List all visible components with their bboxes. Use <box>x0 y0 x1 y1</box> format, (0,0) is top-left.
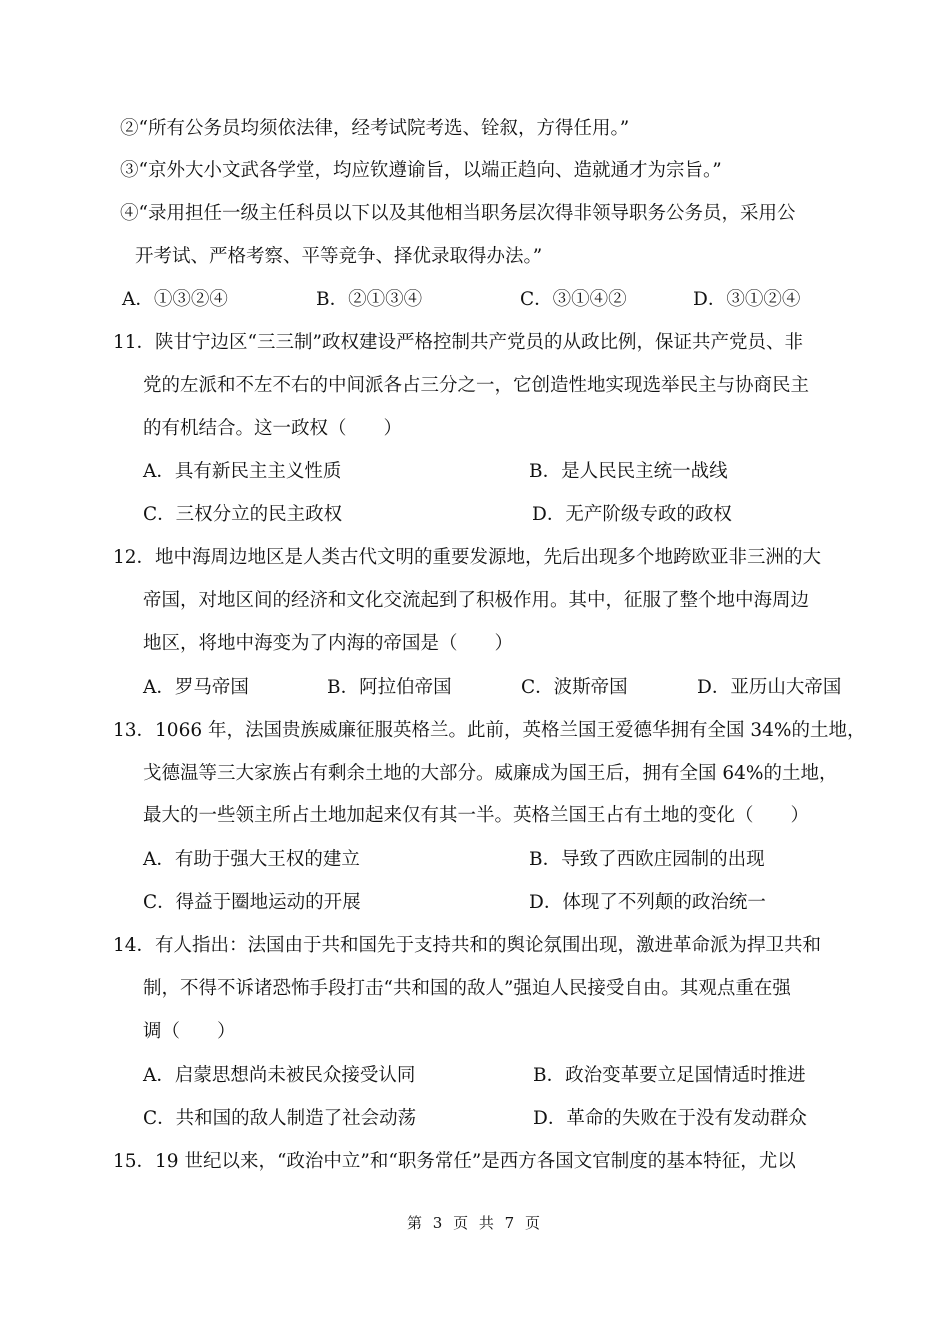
q14-line-1: 14．有人指出：法国由于共和国先于支持共和的舆论氛围出现，激进革命派为捍卫共和 <box>113 935 822 956</box>
page-footer: 第 3 页 共 7 页 <box>407 1214 543 1232</box>
q13-option-d: D．体现了不列颠的政治统一 <box>529 892 766 913</box>
q11-option-c: C．三权分立的民主政权 <box>143 504 343 525</box>
q14-line-3: 调（ ） <box>143 1021 236 1042</box>
q12-line-2: 帝国，对地区间的经济和文化交流起到了积极作用。其中，征服了整个地中海周边 <box>143 590 810 611</box>
q10-option-b: B．②①③④ <box>316 289 423 310</box>
q10-option-d: D．③①②④ <box>693 289 801 310</box>
q10-item-3: ③“京外大小文武各学堂，均应钦遵谕旨，以端正趋向、造就通才为宗旨。” <box>120 160 722 181</box>
q11-line-1: 11．陕甘宁边区“三三制”政权建设严格控制共产党员的从政比例，保证共产党员、非 <box>113 332 803 353</box>
q13-line-1: 13．1066 年，法国贵族威廉征服英格兰。此前，英格兰国王爱德华拥有全国 34%的土地， <box>113 720 866 741</box>
q10-item-2: ②“所有公务员均须依法律，经考试院考选、铨叙，方得任用。” <box>120 118 630 139</box>
q14-line-2: 制，不得不诉诸恐怖手段打击“共和国的敌人”强迫人民接受自由。其观点重在强 <box>143 978 791 999</box>
q14-option-d: D．革命的失败在于没有发动群众 <box>533 1108 807 1129</box>
q15-line-1: 15．19 世纪以来，“政治中立”和“职务常任”是西方各国文官制度的基本特征，尤以 <box>113 1151 796 1172</box>
q12-line-1: 12．地中海周边地区是人类古代文明的重要发源地，先后出现多个地跨欧亚非三洲的大 <box>113 547 822 568</box>
q14-option-a: A．启蒙思想尚未被民众接受认同 <box>143 1065 416 1086</box>
q13-line-2: 戈德温等三大家族占有剩余土地的大部分。威廉成为国王后，拥有全国 64%的土地， <box>143 763 838 784</box>
q10-option-a: A．①③②④ <box>122 289 228 310</box>
q11-option-d: D．无产阶级专政的政权 <box>532 504 732 525</box>
q13-option-c: C．得益于圈地运动的开展 <box>143 892 361 913</box>
q12-line-3: 地区，将地中海变为了内海的帝国是（ ） <box>143 633 514 654</box>
q11-option-a: A．具有新民主主义性质 <box>143 461 342 482</box>
q13-line-3: 最大的一些领主所占土地加起来仅有其一半。英格兰国王占有土地的变化（ ） <box>143 805 810 826</box>
q13-option-a: A．有助于强大王权的建立 <box>143 849 360 870</box>
q14-option-c: C．共和国的敌人制造了社会动荡 <box>143 1108 417 1129</box>
q10-item-4-line2: 开考试、严格考察、平等竞争、择优录取得办法。” <box>135 246 543 267</box>
q12-option-a: A．罗马帝国 <box>143 677 249 698</box>
q12-option-d: D．亚历山大帝国 <box>697 677 842 698</box>
q13-option-b: B．导致了西欧庄园制的出现 <box>529 849 765 870</box>
q10-item-4-line1: ④“录用担任一级主任科员以下以及其他相当职务层次得非领导职务公务员，采用公 <box>120 203 796 224</box>
q12-option-c: C．波斯帝国 <box>521 677 628 698</box>
q11-option-b: B．是人民民主统一战线 <box>529 461 728 482</box>
q11-line-3: 的有机结合。这一政权（ ） <box>143 418 403 439</box>
q10-option-c: C．③①④② <box>520 289 627 310</box>
q14-option-b: B．政治变革要立足国情适时推进 <box>533 1065 806 1086</box>
q11-line-2: 党的左派和不左不右的中间派各占三分之一，它创造性地实现选举民主与协商民主 <box>143 375 810 396</box>
q12-option-b: B．阿拉伯帝国 <box>327 677 452 698</box>
